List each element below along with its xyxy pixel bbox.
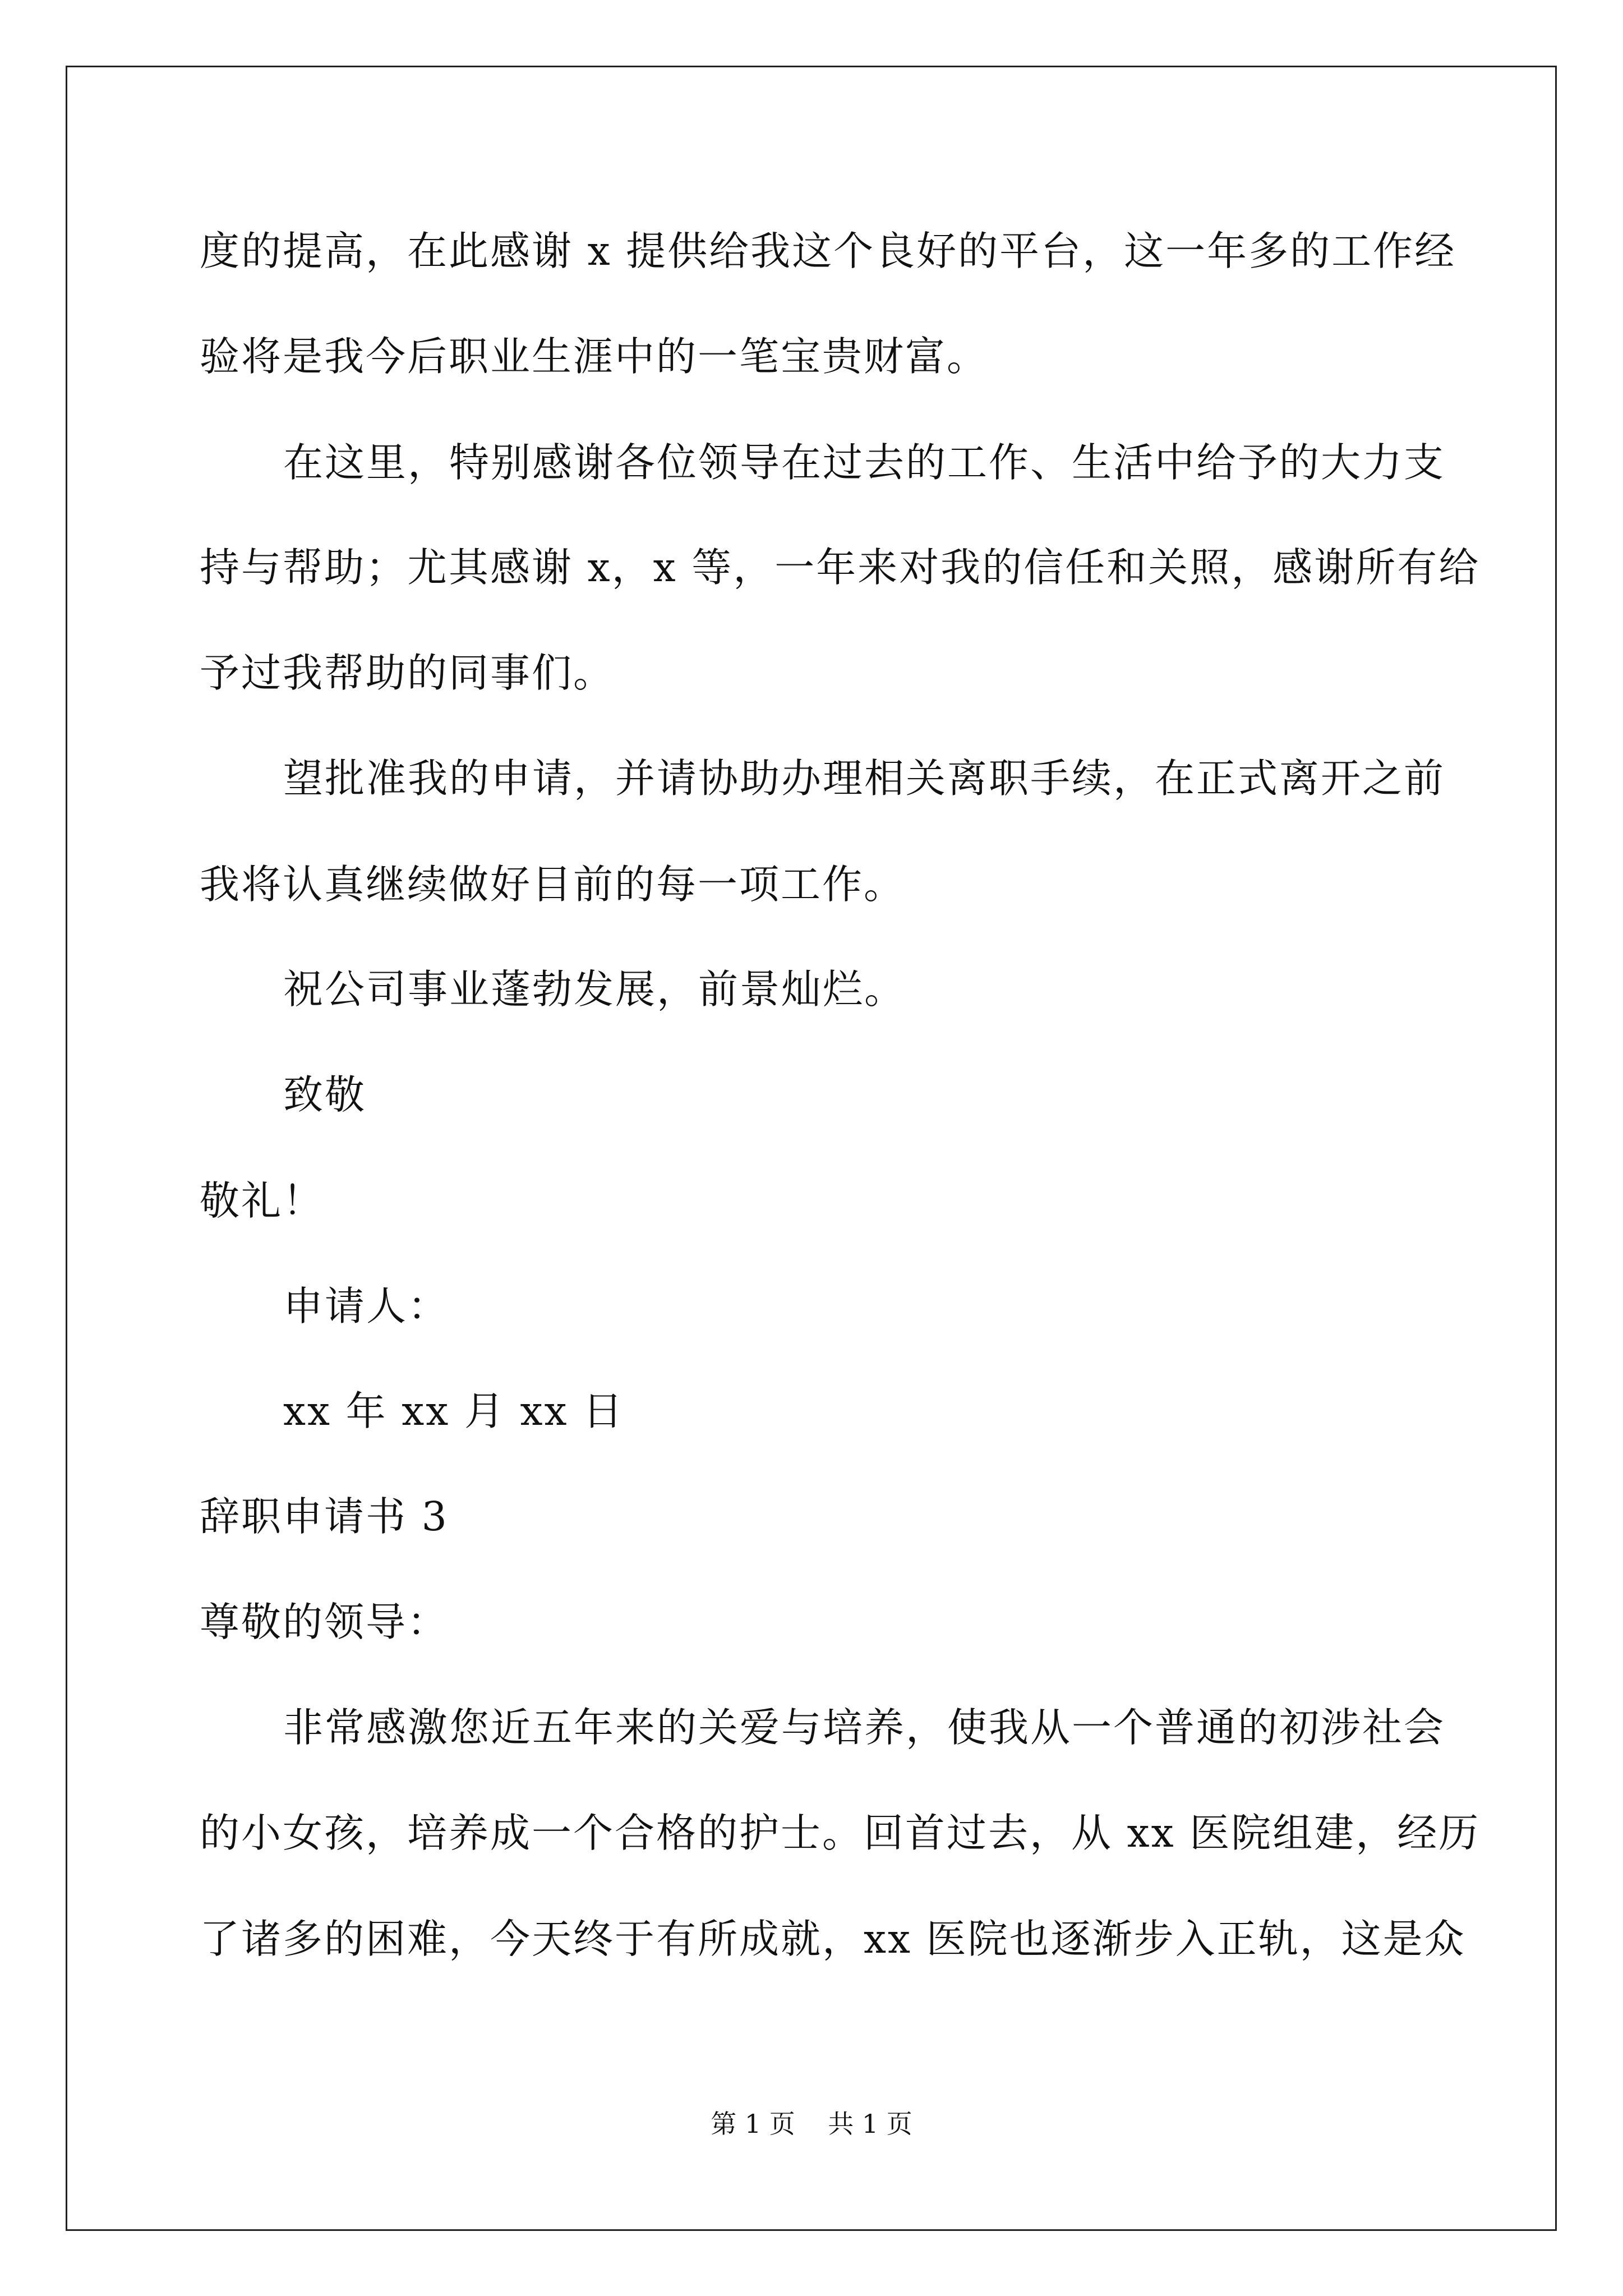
closing-salutation: 敬礼！ — [200, 1177, 325, 1224]
body-text-line: 予过我帮助的同事们。 — [200, 650, 615, 696]
date-line: xx 年 xx 月 xx 日 — [283, 1388, 625, 1434]
greeting-line: 尊敬的领导： — [200, 1599, 449, 1645]
body-text-line: 了诸多的困难，今天终于有所成就，xx 医院也逐渐步入正轨，这是众 — [200, 1916, 1466, 1962]
body-text-line: 我将认真继续做好目前的每一项工作。 — [200, 861, 906, 908]
body-text-line: 祝公司事业蓬勃发展，前景灿烂。 — [283, 966, 906, 1013]
body-text-line: 度的提高，在此感谢 x 提供给我这个良好的平台，这一年多的工作经 — [200, 228, 1456, 274]
page-number-footer: 第 1 页 共 1 页 — [711, 2109, 912, 2139]
signature-label: 申请人： — [283, 1283, 450, 1329]
body-text-line: 在这里，特别感谢各位领导在过去的工作、生活中给予的大力支 — [283, 439, 1446, 486]
body-text-line: 望批准我的申请，并请协助办理相关离职手续，在正式离开之前 — [283, 755, 1446, 802]
body-text-line: 的小女孩，培养成一个合格的护士。回首过去，从 xx 医院组建，经历 — [200, 1810, 1481, 1856]
page-border — [66, 66, 1557, 2231]
closing-line: 致敬 — [283, 1071, 367, 1118]
section-title: 辞职申请书 3 — [200, 1493, 449, 1540]
body-text-line: 验将是我今后职业生涯中的一笔宝贵财富。 — [200, 333, 989, 380]
body-text-line: 非常感激您近五年来的关爱与培养，使我从一个普通的初涉社会 — [283, 1704, 1446, 1751]
body-text-line: 持与帮助；尤其感谢 x，x 等，一年来对我的信任和关照，感谢所有给 — [200, 544, 1481, 591]
